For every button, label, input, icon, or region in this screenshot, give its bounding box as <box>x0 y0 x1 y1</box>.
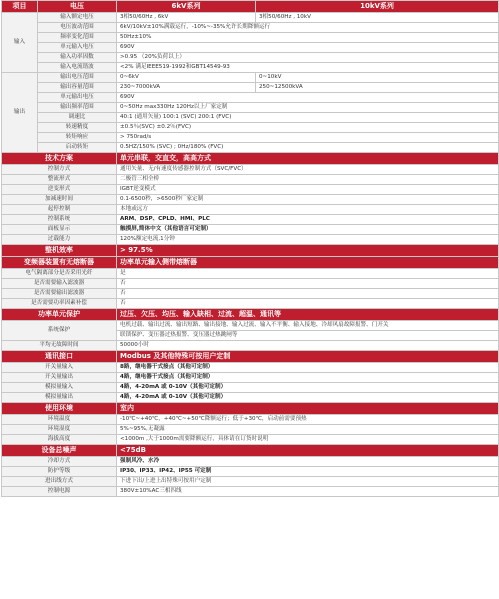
row-value-line2: 联锁保护、变压器过热报警、变压器过热跳闸等 <box>117 331 499 341</box>
row-value: <1000m ,大于1000m需要降额运行，具体请在订货时说明 <box>117 435 499 445</box>
tech-row <box>2 205 499 215</box>
row-label: 输入功率因数 <box>38 53 117 63</box>
section-title: 变频器装置有无熔断器 <box>2 257 117 269</box>
row-value-6kv: 3相50/60Hz , 6kV <box>117 13 256 23</box>
output-row <box>2 73 499 83</box>
row-label: 是否需要功率因素补偿 <box>2 299 117 309</box>
row-label: 转矩响应 <box>38 133 117 143</box>
row-value: 0.5HZ/150% (SVC) ; 0Hz/180% (FVC) <box>117 143 499 153</box>
row-value-10kv: 250~12500kVA <box>256 83 499 93</box>
tech-row <box>2 225 499 235</box>
row-label: 是否需要输出滤波器 <box>2 289 117 299</box>
row-value: ±0.5％(SVC) ±0.2％(FVC) <box>117 123 499 133</box>
noise-row <box>2 467 499 477</box>
row-label: 控制电源 <box>2 487 117 497</box>
section-headline: 室内 <box>117 403 499 415</box>
row-label: 起停控制 <box>2 205 117 215</box>
row-label: 加减速时间 <box>2 195 117 205</box>
row-value: 触摸屏,简体中文（其他语言可定制） <box>117 225 499 235</box>
row-value: 50000小时 <box>117 341 499 351</box>
row-value-6kv: 230~7000kVA <box>117 83 256 93</box>
row-value: 是 <box>117 269 499 279</box>
comm-section-header <box>2 351 499 363</box>
row-value-10kv: 3相50/60Hz , 10kV <box>256 13 499 23</box>
row-value: 5%~95%,无凝露 <box>117 425 499 435</box>
row-value: IGBT逆变模式 <box>117 185 499 195</box>
tech-section-header <box>2 153 499 165</box>
input-row <box>2 23 499 33</box>
output-row <box>2 113 499 123</box>
row-label: 输出容量范围 <box>38 83 117 93</box>
row-value: 8路，继电器干式接点（其他可定制） <box>117 363 499 373</box>
row-label: 输入电流谐波 <box>38 63 117 73</box>
section-title: 功率单元保护 <box>2 309 117 321</box>
header-10kv: 10kV系列 <box>256 1 499 13</box>
row-value: >0.95 （20%负荷以上） <box>117 53 499 63</box>
output-row <box>2 123 499 133</box>
noise-row <box>2 487 499 497</box>
row-label: 开关量输入 <box>2 363 117 373</box>
protect-row <box>2 321 499 331</box>
env-row <box>2 415 499 425</box>
tech-row <box>2 165 499 175</box>
row-value: 4路，4-20mA 或 0-10V（其他可定制） <box>117 393 499 403</box>
tech-row <box>2 215 499 225</box>
row-value: 380V±10%AC三相四线 <box>117 487 499 497</box>
row-value: 二极管三相全桥 <box>117 175 499 185</box>
env-section-header <box>2 403 499 415</box>
row-value: 否 <box>117 299 499 309</box>
input-group-label: 输入 <box>2 13 38 73</box>
section-headline: 功率单元输入侧带熔断器 <box>117 257 499 269</box>
row-label: 电压波动范围 <box>38 23 117 33</box>
section-title: 整机效率 <box>2 245 117 257</box>
input-row <box>2 63 499 73</box>
row-label: 海拔高度 <box>2 435 117 445</box>
row-label: 系统保护 <box>2 321 117 341</box>
row-label: 单元输出电压 <box>38 93 117 103</box>
row-value: 0~50Hz max330Hz 120Hz以上厂家定制 <box>117 103 499 113</box>
row-label: 输出电压范围 <box>38 73 117 83</box>
row-value: 否 <box>117 289 499 299</box>
row-value: 通用矢量、无/有速度传感器控制方式（SVC/FVC） <box>117 165 499 175</box>
output-group-label: 输出 <box>2 73 38 153</box>
section-title: 设备总噪声 <box>2 445 117 457</box>
row-value: 本地或远方 <box>117 205 499 215</box>
output-row <box>2 93 499 103</box>
section-headline: 过压、欠压、均压、输入缺相、过流、超温、通讯等 <box>117 309 499 321</box>
fuse-row <box>2 299 499 309</box>
output-row <box>2 143 499 153</box>
row-value: IP30、IP33、IP42、IP55 可定制 <box>117 467 499 477</box>
row-label: 转速精度 <box>38 123 117 133</box>
row-label: 环境温度 <box>2 415 117 425</box>
row-value: 4路，4-20mA 或 0-10V（其他可定制） <box>117 383 499 393</box>
row-value: 否 <box>117 279 499 289</box>
row-label: 控制系统 <box>2 215 117 225</box>
noise-section-header <box>2 445 499 457</box>
row-value: 强制风冷、水冷 <box>117 457 499 467</box>
input-row <box>2 43 499 53</box>
row-value: ARM、DSP、CPLD、HMI、PLC <box>117 215 499 225</box>
row-label: 防护等级 <box>2 467 117 477</box>
row-label: 环境湿度 <box>2 425 117 435</box>
comm-row <box>2 363 499 373</box>
section-headline: Modbus 及其他特殊可按用户定制 <box>117 351 499 363</box>
row-value-6kv: 0~6kV <box>117 73 256 83</box>
fuse-section-header <box>2 257 499 269</box>
tech-row <box>2 185 499 195</box>
row-label: 电气隔离部分是否采用光纤 <box>2 269 117 279</box>
section-headline: <75dB <box>117 445 499 457</box>
tech-row <box>2 175 499 185</box>
noise-row <box>2 477 499 487</box>
row-value: 4路，继电器干式接点（其他可定制） <box>117 373 499 383</box>
header-row <box>2 1 499 13</box>
row-label: 模拟量输出 <box>2 393 117 403</box>
row-value: 690V <box>117 93 499 103</box>
comm-row <box>2 393 499 403</box>
output-row <box>2 133 499 143</box>
row-label: 调速比 <box>38 113 117 123</box>
row-value: -10℃~+40℃，+40℃~+50℃降额运行；低于+30℃，启动前需要预热 <box>117 415 499 425</box>
row-label: 单元输入电压 <box>38 43 117 53</box>
row-label: 是否需要输入滤波器 <box>2 279 117 289</box>
row-label: 模拟量输入 <box>2 383 117 393</box>
fuse-row <box>2 269 499 279</box>
input-row <box>2 53 499 63</box>
row-label: 控制方式 <box>2 165 117 175</box>
fuse-row <box>2 289 499 299</box>
row-label: 启动转矩 <box>38 143 117 153</box>
tech-row <box>2 235 499 245</box>
env-row <box>2 435 499 445</box>
row-label: 平均无故障时间 <box>2 341 117 351</box>
env-row <box>2 425 499 435</box>
tech-row <box>2 195 499 205</box>
row-label: 输出频率范围 <box>38 103 117 113</box>
output-row <box>2 83 499 93</box>
row-value: > 750rad/s <box>117 133 499 143</box>
header-6kv: 6kV系列 <box>117 1 256 13</box>
input-row <box>2 13 499 23</box>
row-value: <2% 满足IEEE519-1992和GBT14549-93 <box>117 63 499 73</box>
row-label: 逆变形式 <box>2 185 117 195</box>
fuse-row <box>2 279 499 289</box>
section-headline: > 97.5% <box>117 245 499 257</box>
row-value: 120%额定电流,1分钟 <box>117 235 499 245</box>
header-voltage: 电压 <box>38 1 117 13</box>
row-label: 频率变化范围 <box>38 33 117 43</box>
spec-table <box>1 0 499 497</box>
noise-row <box>2 457 499 467</box>
efficiency-section-header <box>2 245 499 257</box>
row-label: 开关量输出 <box>2 373 117 383</box>
row-label: 面板显示 <box>2 225 117 235</box>
row-label: 冷却方式 <box>2 457 117 467</box>
protect-row <box>2 341 499 351</box>
section-title: 通讯接口 <box>2 351 117 363</box>
input-row <box>2 33 499 43</box>
row-value: 40:1 (通用矢量) 100:1 (SVC) 200:1 (FVC) <box>117 113 499 123</box>
comm-row <box>2 383 499 393</box>
header-item: 项目 <box>2 1 38 13</box>
protect-section-header <box>2 309 499 321</box>
section-title: 技术方案 <box>2 153 117 165</box>
row-value: 0.1-6500秒，>6500秒厂家定制 <box>117 195 499 205</box>
row-value: 690V <box>117 43 499 53</box>
output-row <box>2 103 499 113</box>
row-label: 进出线方式 <box>2 477 117 487</box>
row-value-line1: 电机过载、输出过流、输出短路、输出接地、输入过流、输入不平衡、输入接地、冷却风扇故障报警、门开关 <box>117 321 499 331</box>
row-label: 输入额定电压 <box>38 13 117 23</box>
section-headline: 单元串联，交直交，高高方式 <box>117 153 499 165</box>
row-value: 6kV/10kV±10%满载运行，-10%~-35%允许长期降额运行 <box>117 23 499 33</box>
row-value-10kv: 0~10kV <box>256 73 499 83</box>
section-title: 使用环境 <box>2 403 117 415</box>
row-label: 整流形式 <box>2 175 117 185</box>
row-label: 过载能力 <box>2 235 117 245</box>
comm-row <box>2 373 499 383</box>
row-value: 50Hz±10% <box>117 33 499 43</box>
row-value: 下进下出/上进上出特殊可按用户定制 <box>117 477 499 487</box>
